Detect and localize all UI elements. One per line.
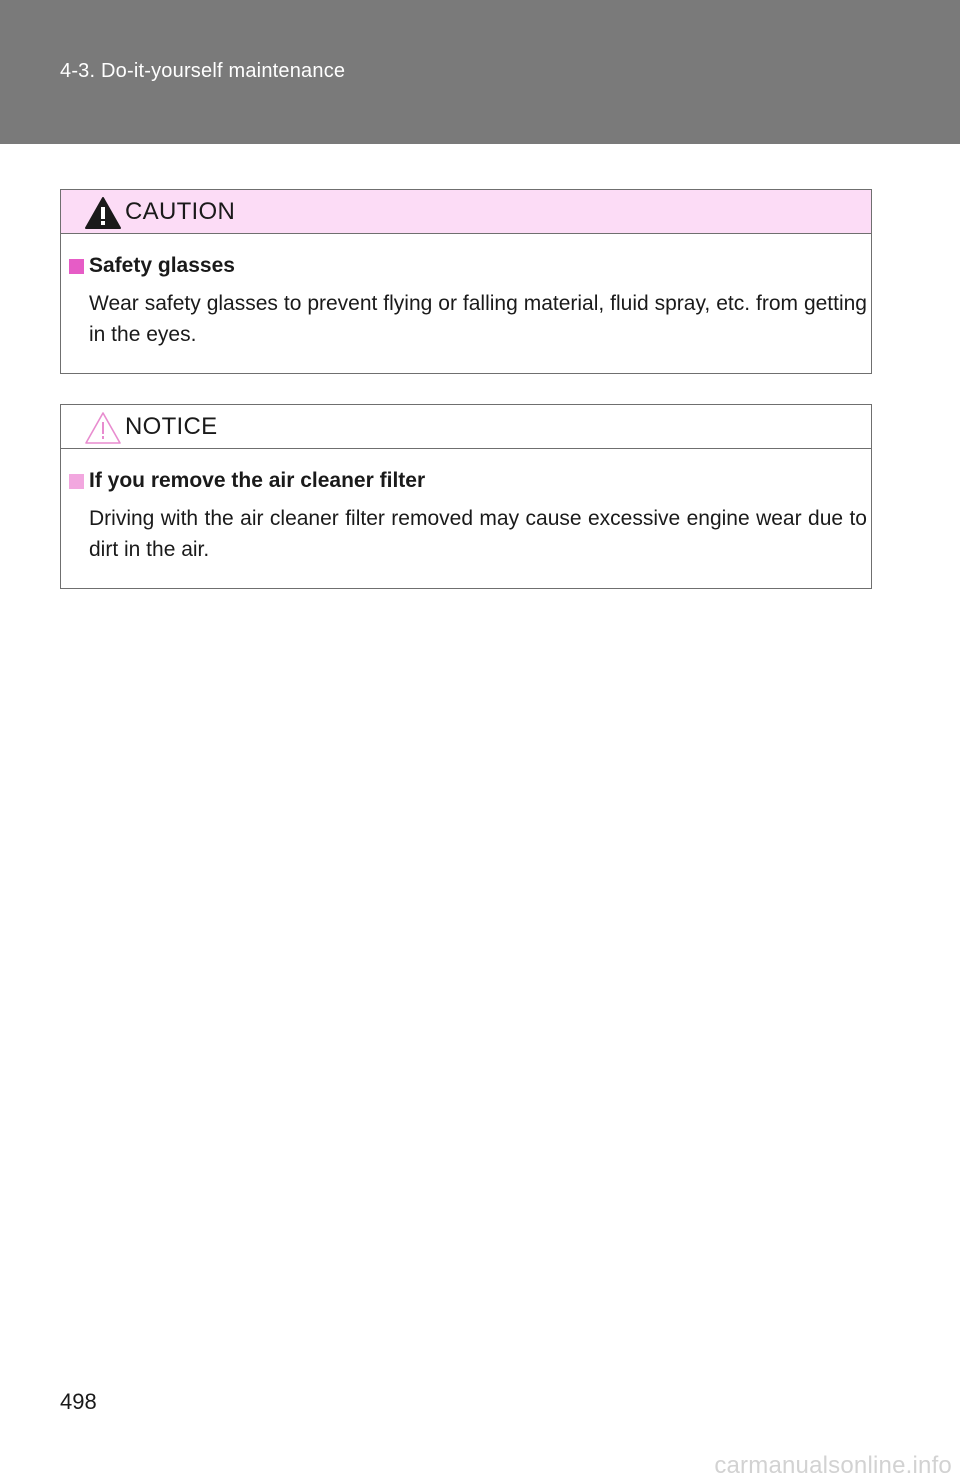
header-band	[0, 0, 960, 144]
notice-item-body: Driving with the air cleaner filter removed may cause excessive engine wear due to dirt in the air.	[89, 507, 867, 561]
notice-header	[61, 405, 871, 449]
warning-triangle-icon	[84, 196, 122, 230]
notice-box	[60, 404, 872, 589]
watermark: carmanualsonline.info	[714, 1452, 952, 1479]
caution-heading: CAUTION	[125, 198, 236, 225]
caution-header	[61, 190, 871, 234]
caution-item-title-row	[69, 254, 235, 278]
square-bullet-icon	[69, 474, 84, 489]
square-bullet-icon	[69, 259, 84, 274]
caution-item-title: Safety glasses	[89, 254, 235, 277]
section-title: 4-3. Do-it-yourself maintenance	[60, 60, 346, 82]
caution-item-body: Wear safety glasses to prevent flying or falling material, fluid spray, etc. from getting in the eyes.	[89, 292, 867, 346]
notice-item-title-row	[69, 469, 425, 493]
notice-heading: NOTICE	[125, 413, 218, 440]
page-number: 498	[60, 1389, 97, 1414]
caution-box	[60, 189, 872, 374]
notice-item-title: If you remove the air cleaner filter	[89, 469, 426, 492]
warning-triangle-outline-icon	[84, 411, 122, 445]
